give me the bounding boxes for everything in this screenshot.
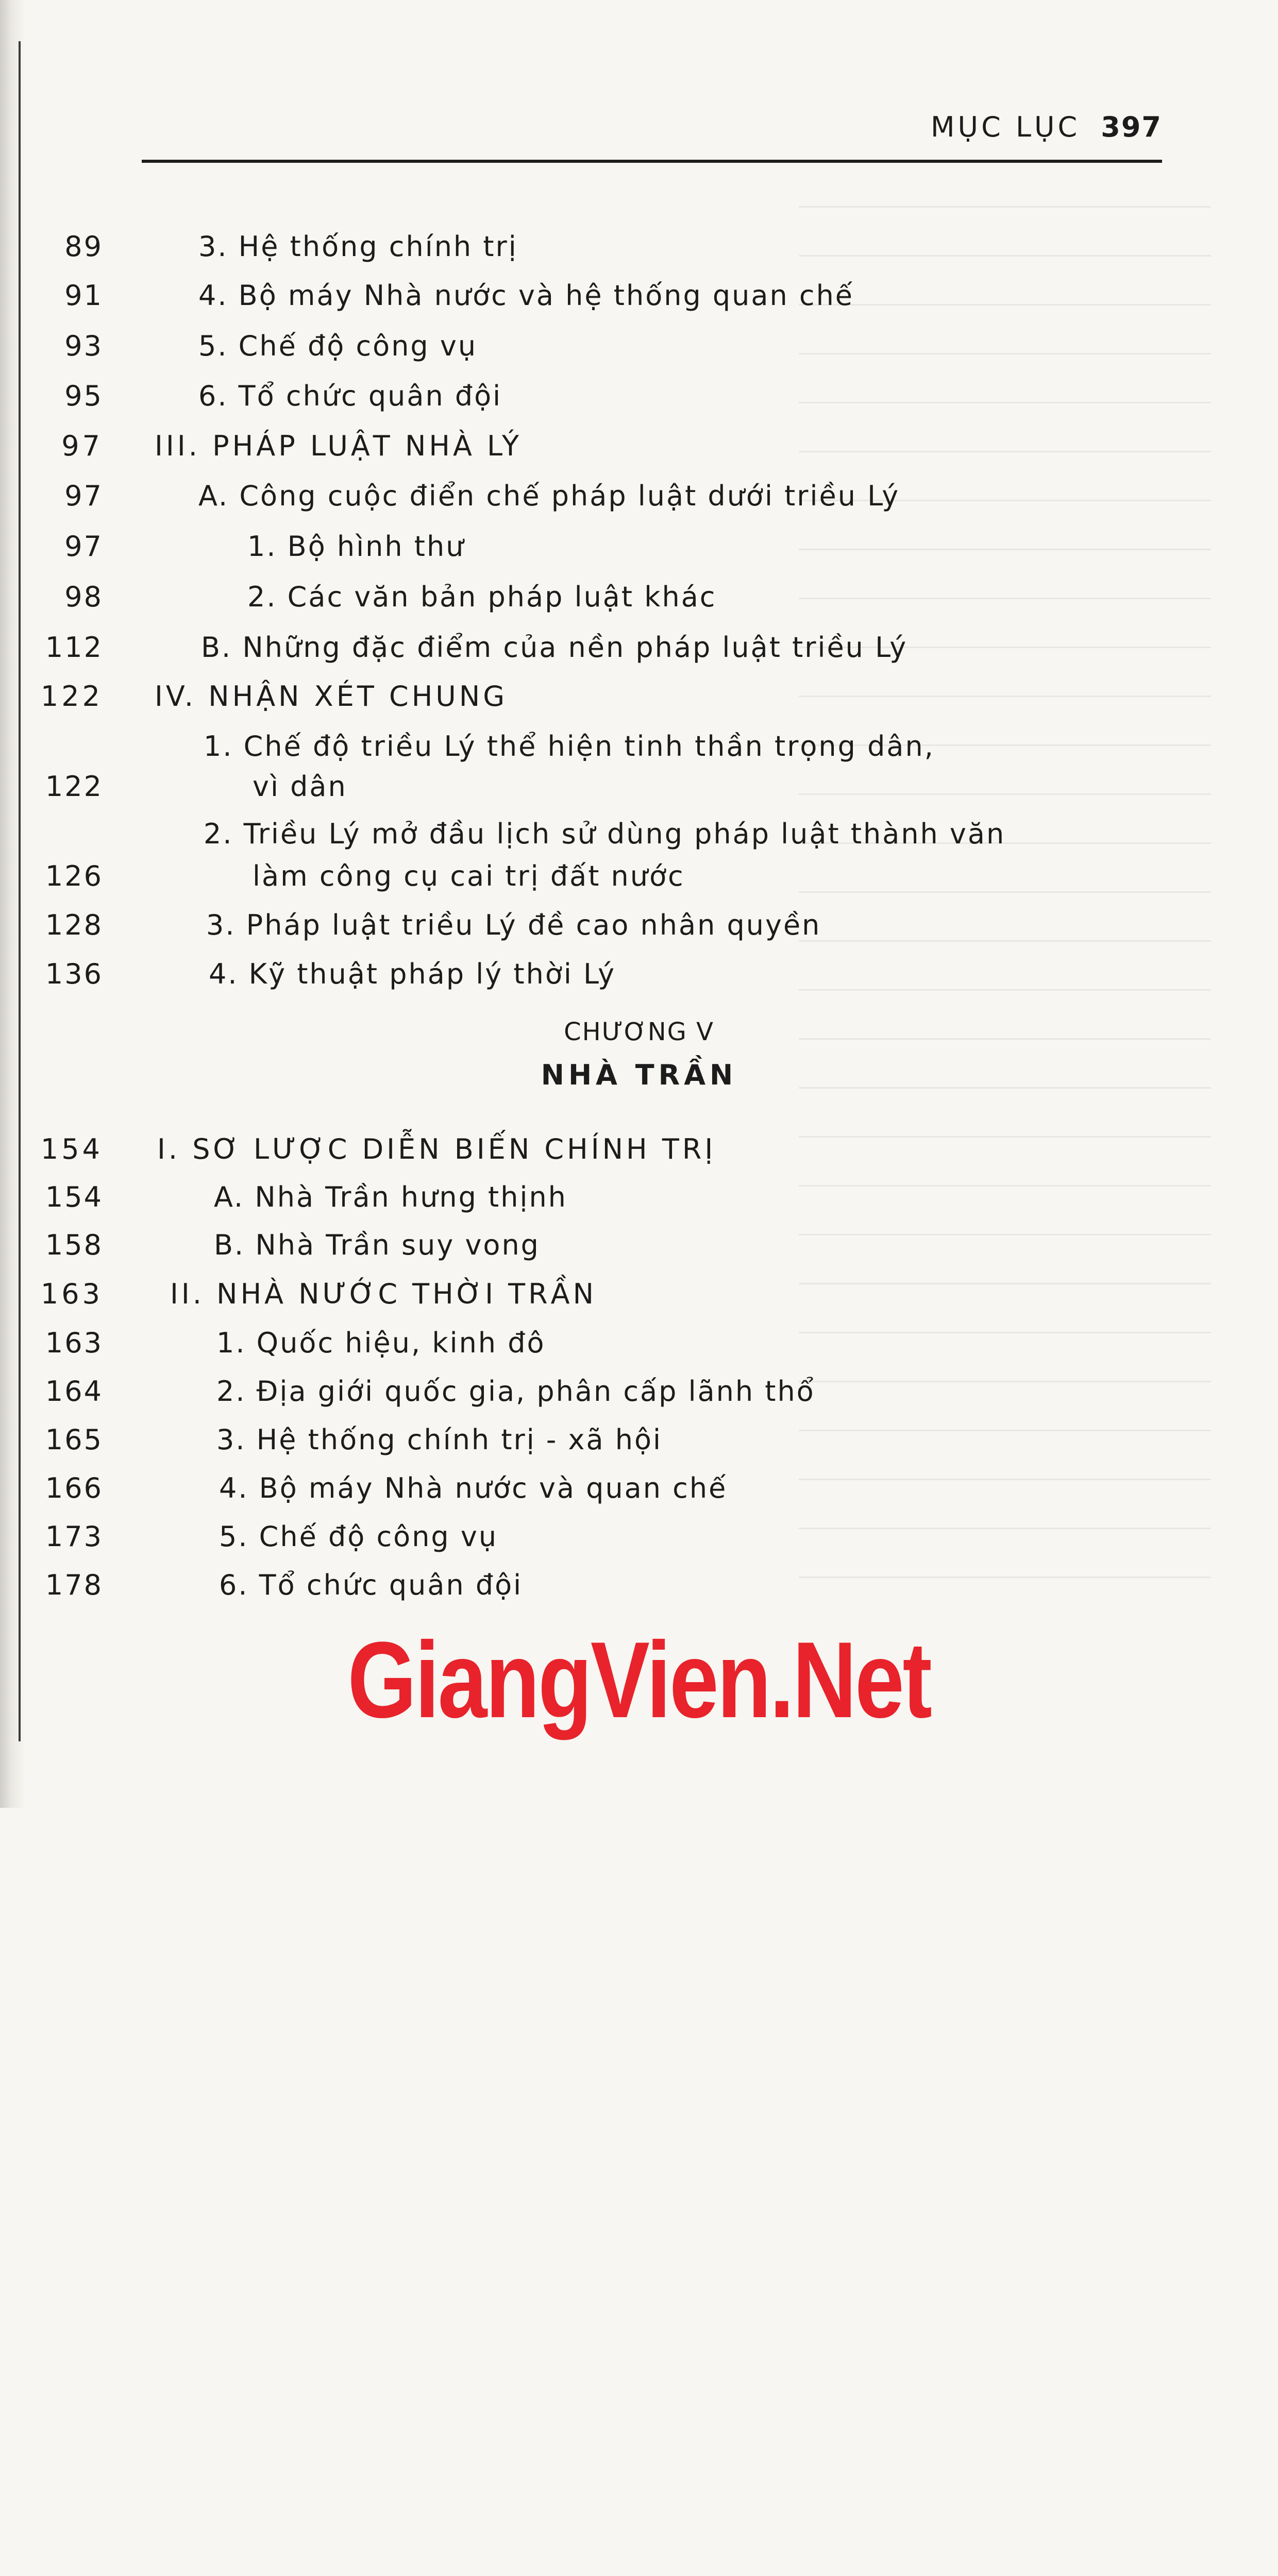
toc-entry-page: 89 [64, 230, 103, 263]
toc-entry-label: 4. Bộ máy Nhà nước và quan chế [219, 1472, 728, 1504]
toc-entry-page: 95 [64, 380, 103, 412]
toc-entry-label: 2. Triều Lý mở đầu lịch sử dùng pháp luật thành văn [204, 818, 1006, 850]
toc-entry-label: 3. Hệ thống chính trị [198, 230, 518, 263]
toc-entry-label: làm công cụ cai trị đất nước [253, 860, 685, 892]
toc-section-label: II. NHÀ NƯỚC THỜI TRẦN [170, 1278, 597, 1310]
toc-section-label: III. PHÁP LUẬT NHÀ LÝ [155, 430, 522, 462]
toc-entry-label: 5. Chế độ công vụ [219, 1520, 498, 1553]
toc-entry-page: 163 [40, 1278, 103, 1310]
toc-entry-label: 1. Quốc hiệu, kinh đô [216, 1327, 546, 1359]
toc-section-label: I. SƠ LƯỢC DIỄN BIẾN CHÍNH TRỊ [157, 1133, 716, 1165]
toc-entry-page: 97 [61, 430, 103, 462]
toc-entry-label: 2. Địa giới quốc gia, phân cấp lãnh thổ [216, 1375, 815, 1408]
toc-entry-page: 93 [64, 330, 103, 362]
toc-entry-page: 97 [64, 480, 103, 512]
toc-entry-page: 166 [45, 1472, 103, 1504]
toc-entry-label: A. Công cuộc điển chế pháp luật dưới triều Lý [198, 480, 900, 512]
toc-entry-label: 4. Kỹ thuật pháp lý thời Lý [209, 958, 616, 990]
toc-entry-label: B. Những đặc điểm của nền pháp luật triều Lý [201, 631, 908, 664]
header-rule [142, 160, 1162, 163]
toc-entry-page: 158 [45, 1229, 103, 1261]
toc-entry-label: 2. Các văn bản pháp luật khác [247, 581, 717, 613]
toc-entry-page: 165 [45, 1423, 103, 1456]
toc-entry-page: 112 [45, 631, 103, 664]
toc-entry-label: 5. Chế độ công vụ [198, 330, 478, 362]
toc-entry-label: 6. Tổ chức quân đội [198, 380, 502, 412]
toc-entry-page: 126 [45, 860, 103, 892]
toc-entry-page: 122 [40, 680, 103, 713]
toc-entry-label: vì dân [253, 770, 347, 803]
toc-section-label: IV. NHẬN XÉT CHUNG [155, 680, 508, 713]
toc-entry-page: 154 [45, 1181, 103, 1213]
chapter-number: CHƯƠNG V [564, 1018, 714, 1046]
running-header [931, 111, 1162, 143]
toc-entry-page: 154 [40, 1133, 103, 1165]
toc-entry-page: 122 [45, 770, 103, 803]
toc-entry-page: 91 [64, 279, 103, 312]
header-page-number: 397 [1101, 111, 1162, 143]
chapter-name: NHÀ TRẦN [541, 1059, 737, 1091]
toc-entry-label: 1. Chế độ triều Lý thể hiện tinh thần trọng dân, [204, 730, 935, 762]
toc-entry-label: 3. Pháp luật triều Lý đề cao nhân quyền [206, 909, 821, 941]
toc-entry-label: 6. Tổ chức quân đội [219, 1569, 523, 1601]
watermark-logo: GiangVien.Net [347, 1619, 931, 1740]
toc-entry-page: 163 [45, 1327, 103, 1359]
toc-entry-label: 3. Hệ thống chính trị - xã hội [216, 1423, 662, 1456]
toc-entry-page: 128 [45, 909, 103, 941]
header-title: MỤC LỤC [930, 111, 1081, 143]
toc-entry-page: 178 [45, 1569, 103, 1601]
toc-entry-page: 164 [45, 1375, 103, 1408]
toc-entry-page: 136 [45, 958, 103, 990]
toc-entry-label: 1. Bộ hình thư [247, 530, 465, 563]
toc-entry-page: 97 [64, 530, 103, 563]
bleed-through-text [799, 206, 1211, 1597]
toc-entry-label: B. Nhà Trần suy vong [214, 1229, 540, 1261]
toc-entry-page: 173 [45, 1520, 103, 1553]
toc-entry-page: 98 [64, 581, 103, 613]
toc-entry-label: A. Nhà Trần hưng thịnh [214, 1181, 567, 1213]
toc-entry-label: 4. Bộ máy Nhà nước và hệ thống quan chế [198, 279, 854, 312]
